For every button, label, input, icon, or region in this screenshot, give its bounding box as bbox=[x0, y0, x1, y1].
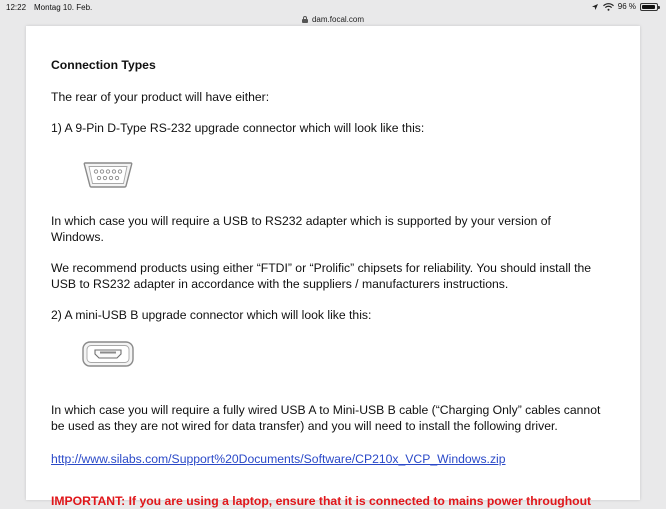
battery-fill bbox=[642, 5, 655, 9]
location-icon bbox=[591, 3, 599, 11]
status-date: Montag 10. Feb. bbox=[34, 3, 93, 12]
paragraph-adapter: In which case you will require a USB to RS232 adapter which is supported by your version of Windows. bbox=[51, 214, 551, 244]
paragraph-chipsets: We recommend products using either “FTDI” or “Prolific” chipsets for reliability. You should install the USB to RS232 adapter in accordance with the suppliers / manufacturers instructions. bbox=[51, 261, 592, 291]
driver-download-link[interactable]: http://www.silabs.com/Support%20Documents/Software/CP210x_VCP_Windows.zip bbox=[51, 452, 506, 466]
status-time: 12:22 bbox=[6, 3, 27, 12]
page-title: Connection Types bbox=[51, 58, 156, 72]
important-warning: IMPORTANT: If you are using a laptop, ensure that it is connected to mains power throughout bbox=[51, 494, 592, 508]
battery-percent: 96 % bbox=[617, 2, 636, 11]
paragraph-cable: In which case you will require a fully wired USB A to Mini-USB B cable (“Charging Only” cables cannot be used as they are not wired for data transfer) and you will need to install the following driver. bbox=[51, 403, 601, 433]
document-page bbox=[26, 26, 640, 508]
status-icons bbox=[591, 2, 658, 11]
url-text[interactable]: dam.focal.com bbox=[311, 14, 365, 24]
db9-connector-icon bbox=[82, 160, 134, 190]
paragraph-db9: 1) A 9-Pin D-Type RS-232 upgrade connector which will look like this: bbox=[51, 121, 425, 135]
paragraph-mini-usb: 2) A mini-USB B upgrade connector which will look like this: bbox=[51, 308, 372, 322]
wifi-icon bbox=[603, 3, 614, 11]
lock-icon bbox=[302, 16, 308, 23]
battery-icon bbox=[640, 3, 658, 11]
url-bar[interactable] bbox=[0, 12, 666, 26]
mini-usb-connector-icon bbox=[81, 340, 135, 368]
paragraph-intro: The rear of your product will have either: bbox=[51, 90, 270, 104]
